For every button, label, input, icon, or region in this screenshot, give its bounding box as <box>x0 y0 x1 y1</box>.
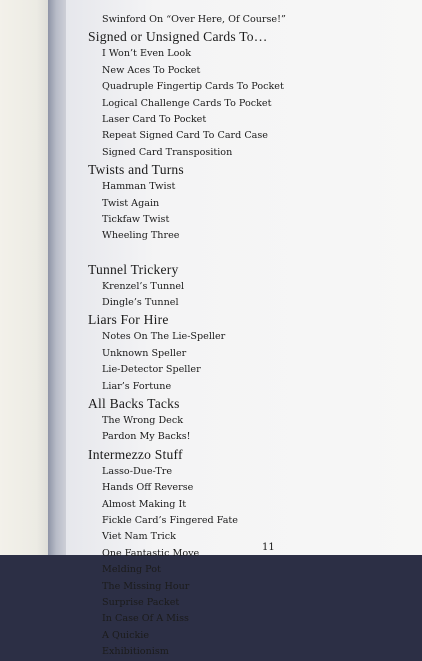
page-number: 11 <box>262 542 275 553</box>
toc-entry: Almost Making It <box>102 498 187 510</box>
toc-entry: Liar’s Fortune <box>102 380 172 392</box>
toc-entry: The Wrong Deck <box>102 415 184 427</box>
toc-entry: Pardon My Backs! <box>102 431 191 443</box>
toc-entry: Viet Nam Trick <box>102 531 176 543</box>
toc-entry: In Case Of A Miss <box>102 613 189 625</box>
toc-entry: Surprise Packet <box>102 596 180 608</box>
toc-entry: Repeat Signed Card To Card Case <box>102 130 268 142</box>
toc-entry: Twist Again <box>102 197 160 209</box>
toc-entry: Hands Off Reverse <box>102 482 194 494</box>
toc-entry: Unknown Speller <box>102 347 187 359</box>
section-gap <box>88 245 408 261</box>
toc-entry: Krenzel’s Tunnel <box>102 280 185 292</box>
toc-entry: The Missing Hour <box>102 580 190 592</box>
toc-entry: Wheeling Three <box>102 230 180 242</box>
toc-entry: Lasso-Due-Tre <box>102 465 173 477</box>
toc-section-heading: Intermezzo Stuff <box>88 446 183 462</box>
toc-entry: One Fantastic Move <box>102 547 200 559</box>
toc-entry: Melding Pot <box>102 564 161 576</box>
toc-section-heading: Signed or Unsigned Cards To… <box>88 29 268 45</box>
toc-entry: I Won’t Even Look <box>102 48 192 60</box>
toc-entry: Lie-Detector Speller <box>102 364 201 376</box>
table-of-contents <box>88 12 408 661</box>
toc-section-heading: Twists and Turns <box>88 162 184 178</box>
toc-entry: Fickle Card’s Fingered Fate <box>102 514 238 526</box>
toc-entry: Laser Card To Pocket <box>102 113 207 125</box>
toc-entry: Hamman Twist <box>102 181 176 193</box>
book-page <box>66 0 422 658</box>
toc-section-heading: All Backs Tacks <box>88 396 180 412</box>
toc-section-heading: Tunnel Trickery <box>88 261 179 277</box>
toc-entry: Exhibitionism <box>102 646 169 658</box>
toc-entry: Notes On The Lie-Speller <box>102 331 226 343</box>
toc-entry: New Aces To Pocket <box>102 64 201 76</box>
toc-entry: Logical Challenge Cards To Pocket <box>102 97 272 109</box>
toc-entry: Swinford On “Over Here, Of Course!” <box>102 14 286 25</box>
toc-entry: Tickfaw Twist <box>102 213 170 225</box>
facing-page-edge <box>0 0 52 555</box>
toc-entry: A Quickie <box>102 629 150 641</box>
toc-entry: Dingle’s Tunnel <box>102 297 179 309</box>
toc-entry: Signed Card Transposition <box>102 146 233 158</box>
toc-entry: Quadruple Fingertip Cards To Pocket <box>102 81 284 93</box>
toc-section-heading: Liars For Hire <box>88 312 169 328</box>
